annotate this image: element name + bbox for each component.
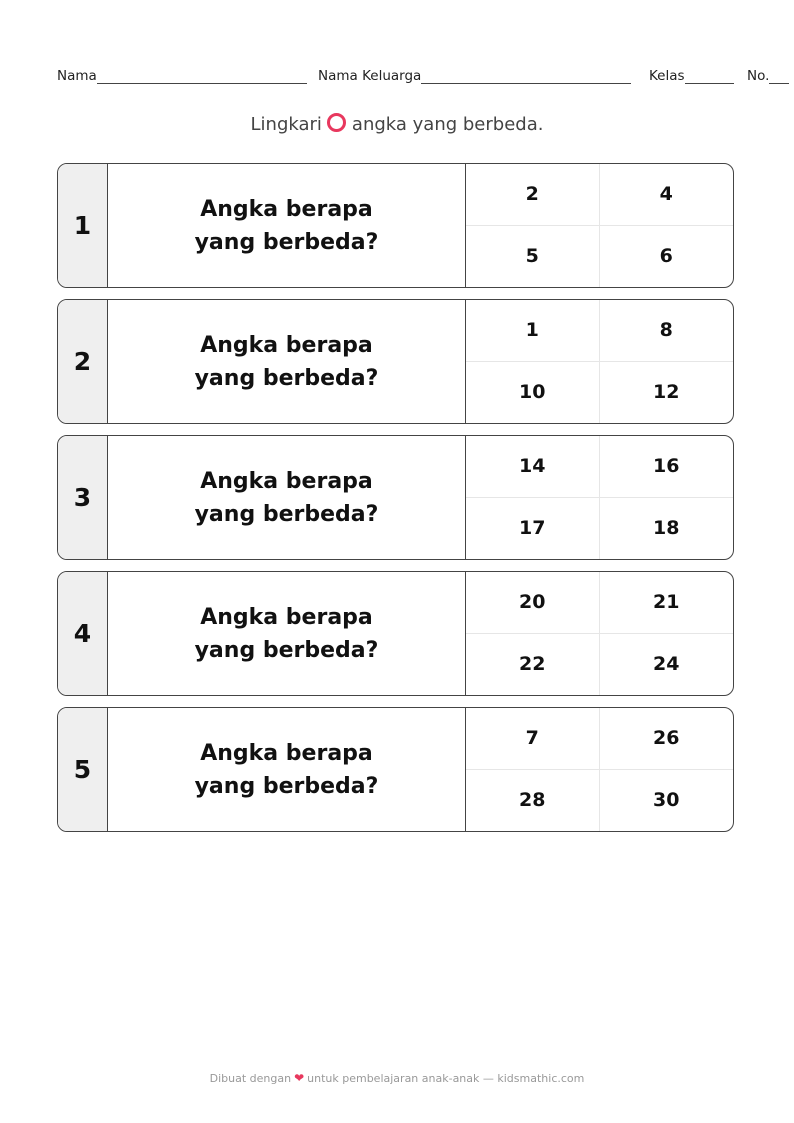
circle-icon <box>327 113 346 132</box>
question-card <box>57 707 734 832</box>
answer-option[interactable]: 28 <box>466 770 600 832</box>
answer-option[interactable]: 12 <box>653 381 680 404</box>
answer-option[interactable]: 14 <box>466 436 600 498</box>
question-number: 2 <box>58 300 108 423</box>
answer-option[interactable]: 16 <box>600 436 734 498</box>
question-card <box>57 299 734 424</box>
question-text-box <box>108 572 466 695</box>
footer-text-before: Dibuat dengan <box>209 1072 292 1085</box>
instruction-text-after: angka yang berbeda. <box>351 114 544 135</box>
answer-options-grid <box>466 436 733 559</box>
question-card <box>57 435 734 560</box>
answer-option[interactable]: 8 <box>600 300 734 362</box>
question-number: 1 <box>58 164 108 287</box>
number-field[interactable] <box>747 68 789 84</box>
family-name-field[interactable] <box>318 68 631 84</box>
question-text: Angka berapa yang berbeda? <box>194 468 379 527</box>
answer-option[interactable]: 22 <box>466 634 600 696</box>
question-text-box <box>108 300 466 423</box>
answer-options-grid <box>466 708 733 831</box>
answer-option[interactable]: 7 <box>466 708 600 770</box>
class-field[interactable] <box>649 68 734 84</box>
heart-icon: ❤ <box>294 1071 305 1085</box>
answer-option[interactable]: 24 <box>653 653 680 676</box>
answer-option[interactable]: 26 <box>600 708 734 770</box>
answer-option[interactable]: 30 <box>653 789 680 812</box>
answer-option[interactable]: 5 <box>466 226 600 288</box>
answer-option[interactable]: 17 <box>466 498 600 560</box>
question-text: Angka berapa yang berbeda? <box>194 604 379 663</box>
question-card <box>57 163 734 288</box>
number-blank[interactable] <box>769 69 789 84</box>
family-name-blank[interactable] <box>421 69 631 84</box>
answer-option[interactable]: 18 <box>653 517 680 540</box>
question-text-box <box>108 164 466 287</box>
question-number: 4 <box>58 572 108 695</box>
answer-option[interactable]: 2 <box>466 164 600 226</box>
instruction-text-before: Lingkari <box>250 114 322 135</box>
question-text-box <box>108 708 466 831</box>
answer-options-grid <box>466 164 733 287</box>
class-blank[interactable] <box>685 69 734 84</box>
answer-option[interactable]: 1 <box>466 300 600 362</box>
answer-option[interactable]: 4 <box>600 164 734 226</box>
question-card <box>57 571 734 696</box>
answer-option[interactable]: 21 <box>600 572 734 634</box>
name-label: Nama <box>57 68 97 84</box>
name-blank[interactable] <box>97 69 307 84</box>
name-field[interactable] <box>57 68 307 84</box>
footer <box>0 1071 794 1085</box>
class-label: Kelas <box>649 68 685 84</box>
number-label: No. <box>747 68 770 84</box>
question-text: Angka berapa yang berbeda? <box>194 332 379 391</box>
question-text: Angka berapa yang berbeda? <box>194 740 379 799</box>
question-text: Angka berapa yang berbeda? <box>194 196 379 255</box>
question-number: 5 <box>58 708 108 831</box>
answer-options-grid <box>466 572 733 695</box>
question-text-box <box>108 436 466 559</box>
answer-option[interactable]: 10 <box>466 362 600 424</box>
question-number: 3 <box>58 436 108 559</box>
answer-options-grid <box>466 300 733 423</box>
instruction <box>0 113 794 135</box>
student-info-header <box>57 68 794 88</box>
footer-text-after: untuk pembelajaran anak-anak — kidsmathic.com <box>307 1072 585 1085</box>
family-name-label: Nama Keluarga <box>318 68 422 84</box>
answer-option[interactable]: 6 <box>659 245 673 268</box>
answer-option[interactable]: 20 <box>466 572 600 634</box>
